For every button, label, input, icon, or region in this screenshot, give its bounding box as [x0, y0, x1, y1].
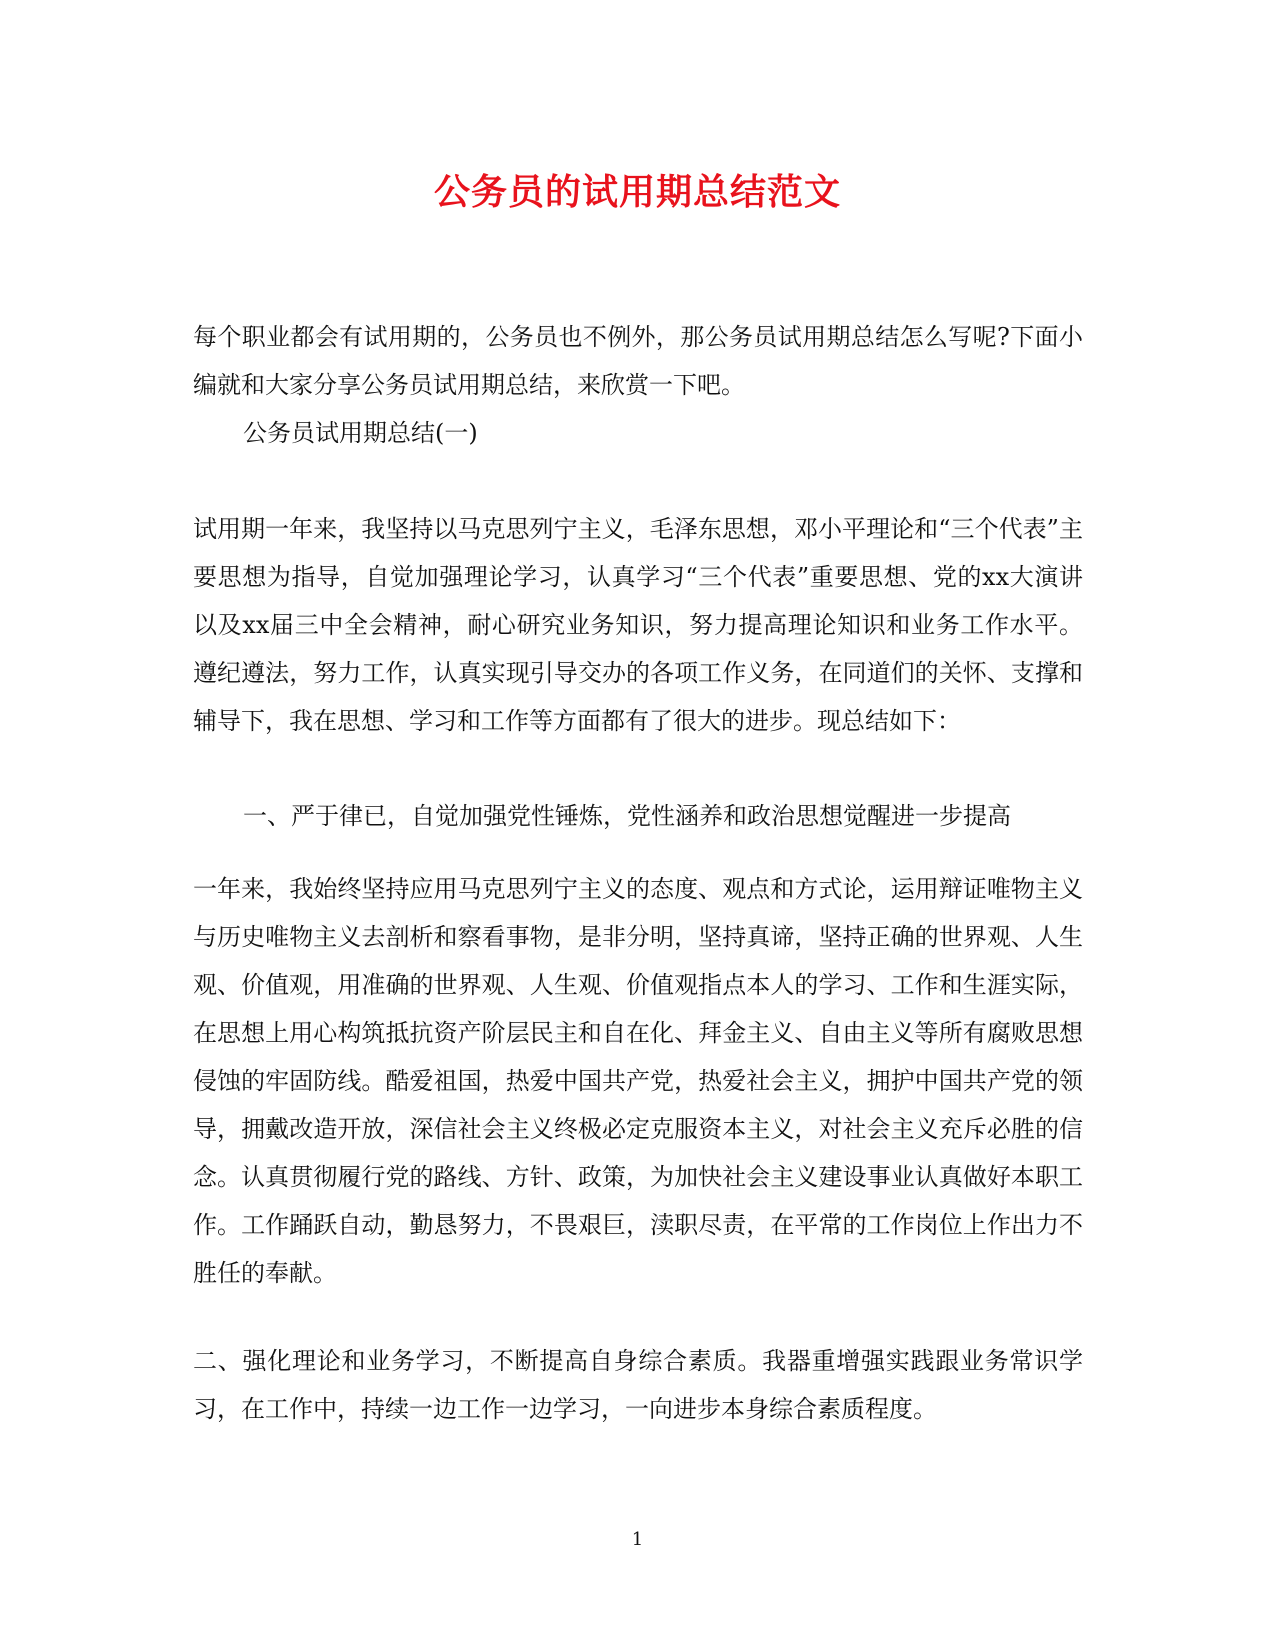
subheading-summary-one: 公务员试用期总结(一) [243, 419, 478, 447]
page-number: 1 [631, 1529, 644, 1550]
body-paragraph-2: 一年来，我始终坚持应用马克思列宁主义的态度、观点和方式论，运用辩证唯物主义与历史唯物主义去剖析和察看事物，是非分明，坚持真谛，坚持正确的世界观、人生观、价值观，用准确的世界观、人生观、价值观指点本人的学习、工作和生涯实际，在思想上用心构筑抵抗资产阶层民主和自在化、拜金主义、自由主义等所有腐败思想侵蚀的牢固防线。酷爱祖国，热爱中国共产党，热爱社会主义，拥护中国共产党的领导，拥戴改造开放，深信社会主义终极必定克服资本主义，对社会主义充斥必胜的信念。认真贯彻履行党的路线、方针、政策，为加快社会主义建设事业认真做好本职工作。工作踊跃自动，勤恳努力，不畏艰巨，渎职尽责，在平常的工作岗位上作出力不胜任的奉献。 [193, 875, 1083, 1287]
section-heading-1: 一、严于律已，自觉加强党性锤炼，党性涵养和政治思想觉醒进一步提高 [243, 802, 1011, 830]
document-title: 公务员的试用期总结范文 [433, 171, 841, 213]
body-paragraph-3: 二、强化理论和业务学习，不断提高自身综合素质。我器重增强实践跟业务常识学习，在工作中，持续一边工作一边学习，一向进步本身综合素质程度。 [193, 1347, 1083, 1423]
intro-paragraph: 每个职业都会有试用期的，公务员也不例外，那公务员试用期总结怎么写呢?下面小编就和大家分享公务员试用期总结，来欣赏一下吧。 [193, 323, 1083, 399]
body-paragraph-1: 试用期一年来，我坚持以马克思列宁主义，毛泽东思想，邓小平理论和“三个代表”主要思想为指导，自觉加强理论学习，认真学习“三个代表”重要思想、党的xx大演讲以及xx届三中全会精神，耐心研究业务知识，努力提高理论知识和业务工作水平。遵纪遵法，努力工作，认真实现引导交办的各项工作义务，在同道们的关怀、支撑和辅导下，我在思想、学习和工作等方面都有了很大的进步。现总结如下： [193, 515, 1083, 735]
